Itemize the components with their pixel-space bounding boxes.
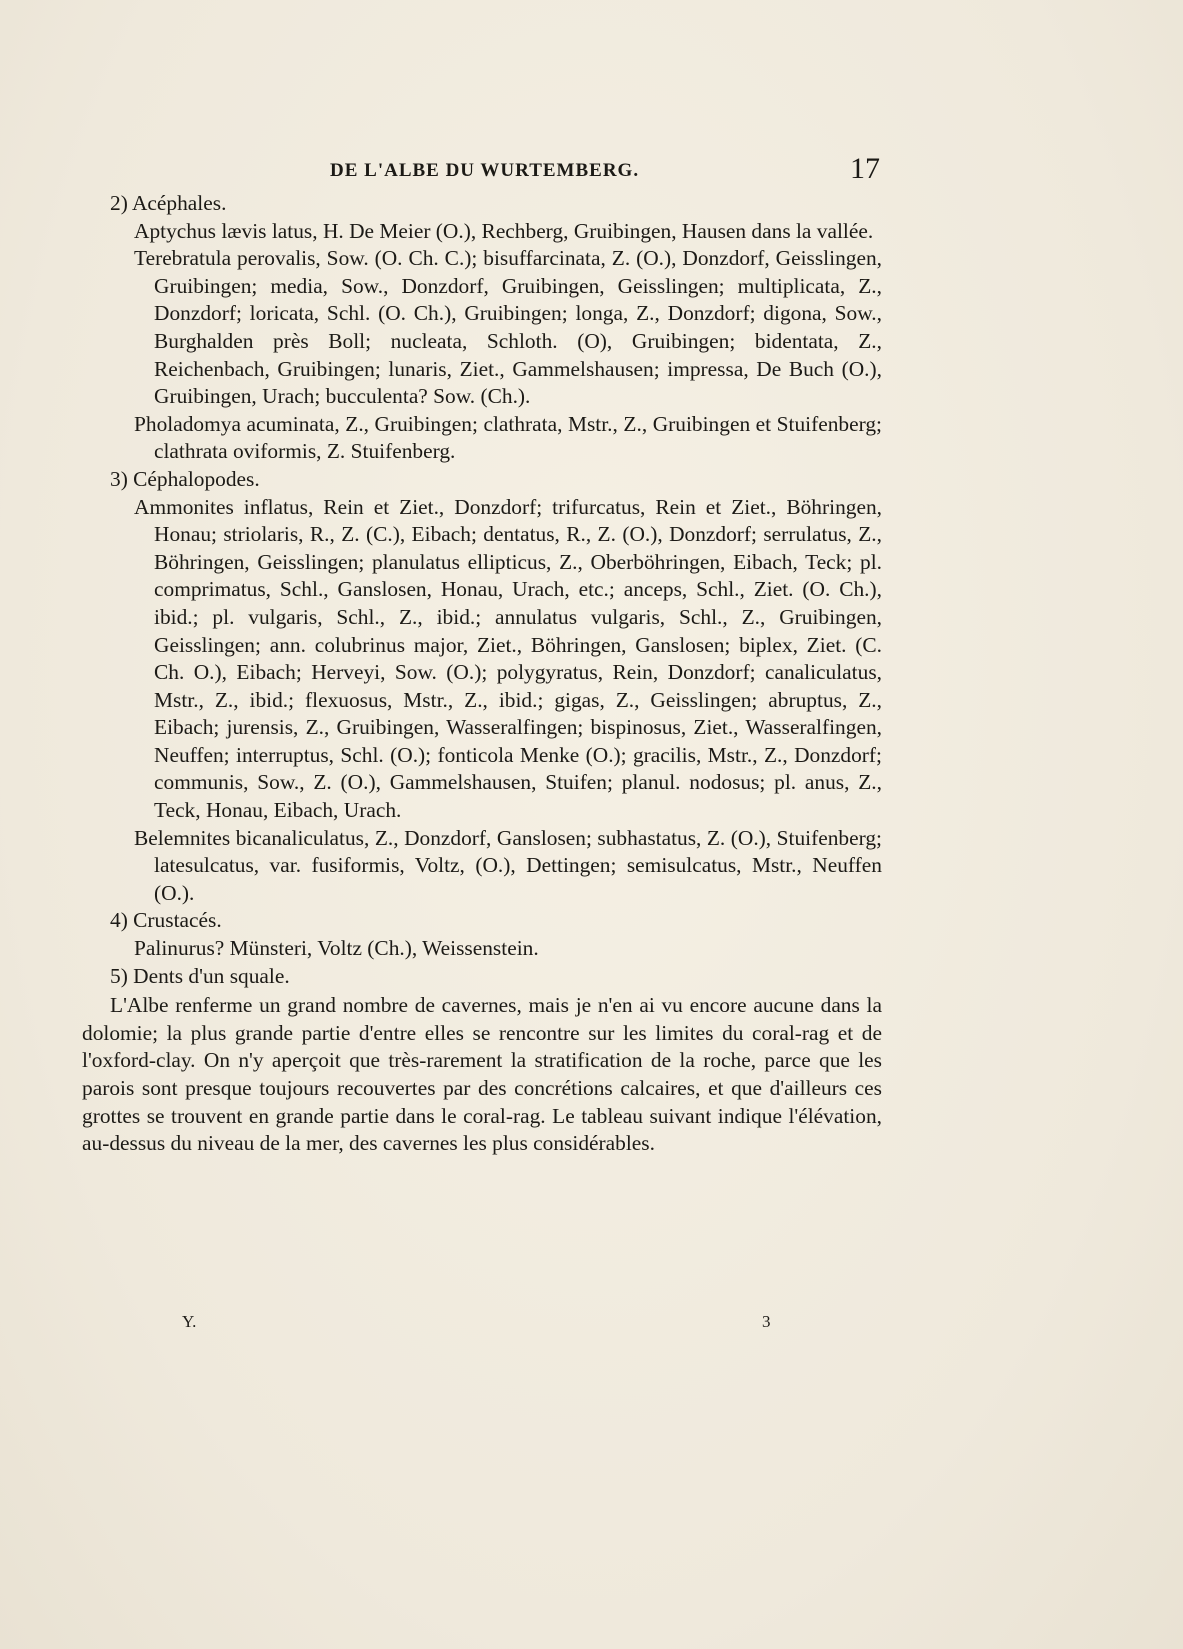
section-heading-dents: 5) Dents d'un squale.	[110, 963, 290, 988]
entry-ammonites: Ammonites inflatus, Rein et Ziet., Donzdorf; trifurcatus, Rein et Ziet., Böhringen, Honau; striolaris, R., Z. (C.), Eibach; dentatus, R., Z. (O.), Donzdorf; serrulatus, Z., Böhringen, Geisslingen; planulatus ellipticus, Z., Oberböhringen, Eibach, Teck; pl. comprimatus, Schl., Ganslosen, Honau, Urach, etc.; anceps, Schl., Ziet. (O. Ch.), ibid.; pl. vulgaris, Schl., Z., ibid.; annulatus vulgaris, Schl., Z., Gruibingen, Geisslingen; ann. colubrinus major, Ziet., Böhringen, Ganslosen; biplex, Ziet. (C. Ch. O.), Eibach; Herveyi, Sow. (O.); polygyratus, Rein, Donzdorf; canaliculatus, Mstr., Z., ibid.; flexuosus, Mstr., Z., ibid.; gigas, Z., Geisslingen; abruptus, Z., Eibach; jurensis, Z., Gruibingen, Wasseralfingen; bispinosus, Ziet., Wasseralfingen, Neuffen; interruptus, Schl. (O.); fonticola Menke (O.); gracilis, Mstr., Z., Donzdorf; communis, Sow., Z. (O.), Gammelshausen, Stuifen; planul. nodosus; pl. anus, Z., Teck, Honau, Eibach, Urach.	[134, 494, 882, 823]
signature-mark: Y.	[182, 1312, 197, 1331]
running-title: DE L'ALBE DU WURTEMBERG.	[330, 160, 640, 181]
section-heading-acephales: 2) Acéphales.	[110, 191, 227, 215]
entry-palinurus: Palinurus? Münsteri, Voltz (Ch.), Weissenstein.	[134, 936, 539, 961]
gathering-number: 3	[762, 1312, 771, 1331]
section-heading-cephalopodes: 3) Céphalopodes.	[110, 466, 260, 491]
entry-belemnites: Belemnites bicanaliculatus, Z., Donzdorf, Ganslosen; subhastatus, Z. (O.), Stuifenberg; latesulcatus, var. fusiformis, Voltz, (O.), Dettingen; semisulcatus, Mstr., Neuffen (O.).	[134, 825, 882, 905]
section-heading-crustaces: 4) Crustacés.	[110, 908, 222, 933]
page-footer	[82, 1312, 882, 1342]
entry-aptychus: Aptychus lævis latus, H. De Meier (O.), Rechberg, Gruibingen, Hausen dans la vallée.	[134, 218, 874, 243]
entry-terebratula: Terebratula perovalis, Sow. (O. Ch. C.); bisuffarcinata, Z. (O.), Donzdorf, Geisslingen, Gruibingen; media, Sow., Donzdorf, Gruibingen, Geisslingen; multiplicata, Z., Donzdorf; loricata, Schl. (O. Ch.), Gruibingen; longa, Z., Donzdorf; digona, Sow., Burghalden près Boll; nucleata, Schloth. (O), Gruibingen; bidentata, Z., Reichenbach, Gruibingen; lunaris, Ziet., Gammelshausen; impressa, De Buch (O.), Gruibingen, Urach; bucculenta? Sow. (Ch.).	[134, 246, 882, 409]
entry-pholadomya: Pholadomya acuminata, Z., Gruibingen; clathrata, Mstr., Z., Gruibingen et Stuifenberg; clathrata oviformis, Z. Stuifenberg.	[134, 411, 882, 464]
page-body	[82, 190, 882, 1158]
paragraph-cavernes: L'Albe renferme un grand nombre de cavernes, mais je n'en ai vu encore aucune dans la dolomie; la plus grande partie d'entre elles se rencontre sur les limites du coral-rag et de l'oxford-clay. On n'y aperçoit que très-rarement la stratification de la roche, parce que les parois sont presque toujours recouvertes par des concrétions calcaires, et que d'ailleurs ces grottes se trouvent en grande partie dans le coral-rag. Le tableau suivant indique l'élévation, au-dessus du niveau de la mer, des cavernes les plus considérables.	[82, 993, 882, 1156]
page-number: 17	[850, 152, 880, 185]
running-head	[300, 152, 880, 192]
